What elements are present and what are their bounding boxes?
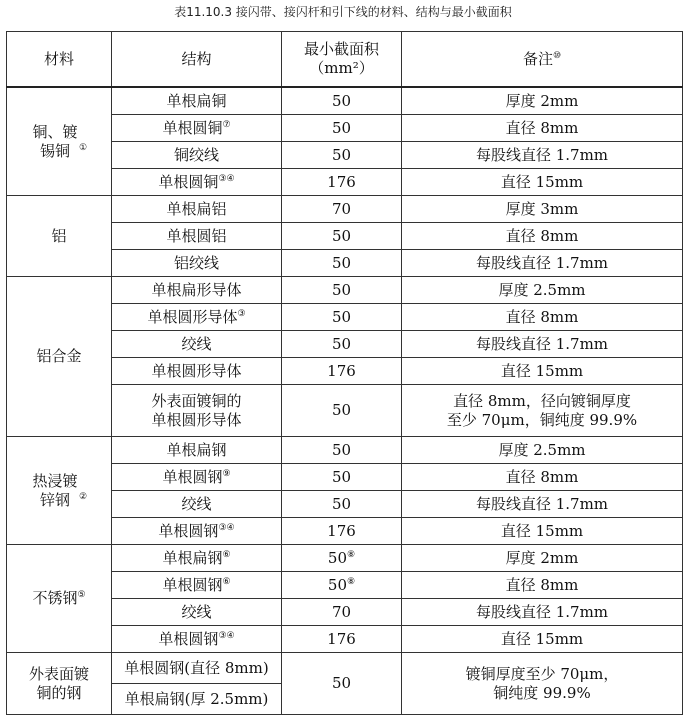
cell-text: 50	[327, 575, 347, 594]
cell-text: 绞线	[181, 494, 212, 513]
structure-cell	[112, 142, 282, 169]
cell-text: 单根圆形导体	[147, 307, 238, 326]
notes-cell	[402, 599, 683, 626]
structure-cell	[112, 358, 282, 385]
notes-cell	[402, 223, 683, 250]
structure-cell	[112, 491, 282, 518]
notes-cell	[402, 653, 683, 715]
notes-cell	[402, 572, 683, 599]
area-cell	[282, 518, 402, 545]
structure-cell	[112, 653, 282, 684]
cell-text: 单根扁铜	[166, 91, 227, 110]
cell-text: 176	[327, 361, 356, 380]
notes-cell	[402, 437, 683, 464]
area-cell	[282, 115, 402, 142]
material-footnote: ①	[78, 142, 88, 153]
structure-cell	[112, 223, 282, 250]
area-cell	[282, 223, 402, 250]
area-cell	[282, 331, 402, 358]
structure-cell	[112, 331, 282, 358]
notes-cell	[402, 491, 683, 518]
area-cell	[282, 277, 402, 304]
notes-cell	[402, 358, 683, 385]
area-cell	[282, 196, 402, 223]
cell-text: 50	[331, 307, 352, 326]
notes-text: 每股线直径 1.7mm	[475, 494, 609, 513]
table-row	[7, 196, 683, 223]
cell-text: 单根扁铝	[166, 199, 227, 218]
notes-text: 直径 8mm	[505, 575, 579, 594]
material-cell	[7, 196, 112, 277]
notes-cell	[402, 277, 683, 304]
notes-cell	[402, 87, 683, 115]
cell-text: 50	[331, 334, 352, 353]
notes-text: 直径 8mm	[505, 226, 579, 245]
notes-cell	[402, 250, 683, 277]
notes-text: 直径 8mm，径向镀铜厚度 至少 70μm，铜纯度 99.9%	[446, 391, 638, 429]
cell-text: 176	[327, 172, 356, 191]
structure-cell	[112, 250, 282, 277]
cell-text: 50	[327, 548, 347, 567]
structure-cell	[112, 196, 282, 223]
notes-text: 厚度 2mm	[505, 548, 579, 567]
structure-footnote: ③	[237, 308, 246, 319]
material-cell	[7, 545, 112, 653]
cell-text: 50	[331, 440, 352, 459]
structure-footnote: ③④	[218, 630, 235, 641]
structure-footnote: ⑨	[222, 468, 231, 479]
notes-text: 镀铜厚度至少 70μm， 铜纯度 99.9%	[465, 664, 619, 702]
header-structure: 结构	[112, 32, 282, 88]
structure-cell	[112, 545, 282, 572]
structure-cell	[112, 599, 282, 626]
structure-footnote: ③④	[218, 173, 235, 184]
table-row	[7, 277, 683, 304]
header-material: 材料	[7, 32, 112, 88]
cell-text: 单根圆钢	[162, 467, 223, 486]
cell-text: 不锈钢	[32, 589, 78, 607]
notes-text: 每股线直径 1.7mm	[475, 334, 609, 353]
cell-text: 单根扁钢(厚 2.5mm)	[124, 689, 269, 708]
material-footnote: ⑤	[77, 590, 86, 600]
material-cell	[7, 653, 112, 715]
notes-text: 直径 15mm	[500, 629, 584, 648]
area-cell	[282, 169, 402, 196]
table-row	[7, 87, 683, 115]
area-cell	[282, 304, 402, 331]
cell-text: 单根扁形导体	[151, 280, 242, 299]
notes-text: 直径 15mm	[500, 521, 584, 540]
notes-text: 直径 8mm	[505, 467, 579, 486]
cell-text: 铜、镀锡铜	[32, 122, 78, 160]
cell-text: 单根圆铜	[158, 172, 219, 191]
cell-text: 50	[331, 91, 352, 110]
notes-cell	[402, 169, 683, 196]
area-cell	[282, 491, 402, 518]
cell-text: 70	[331, 602, 352, 621]
structure-cell	[112, 304, 282, 331]
cell-text: 单根圆钢(直径 8mm)	[124, 658, 269, 677]
cell-text: 50	[331, 226, 352, 245]
cell-text: 铜绞线	[173, 145, 219, 164]
structure-cell	[112, 87, 282, 115]
cell-text: 50	[331, 145, 352, 164]
material-cell	[7, 277, 112, 437]
notes-text: 直径 8mm	[505, 307, 579, 326]
table-row	[7, 545, 683, 572]
area-cell	[282, 142, 402, 169]
cell-text: 50	[331, 280, 352, 299]
structure-cell	[112, 626, 282, 653]
notes-text: 厚度 2mm	[505, 91, 579, 110]
cell-text: 铝合金	[36, 347, 82, 365]
header-row	[7, 32, 683, 88]
notes-cell	[402, 196, 683, 223]
table-caption: 表11.10.3 接闪带、接闪杆和引下线的材料、结构与最小截面积	[174, 5, 512, 19]
table-row	[7, 653, 683, 684]
structure-cell	[112, 115, 282, 142]
notes-text: 厚度 2.5mm	[498, 280, 586, 299]
cell-text: 50	[331, 467, 352, 486]
cell-text: 50	[331, 253, 352, 272]
structure-cell	[112, 385, 282, 437]
notes-text: 每股线直径 1.7mm	[475, 145, 609, 164]
cell-text: 单根圆钢	[162, 575, 223, 594]
notes-cell	[402, 304, 683, 331]
header-notes	[402, 32, 683, 88]
structure-cell	[112, 437, 282, 464]
area-cell	[282, 385, 402, 437]
notes-text: 每股线直径 1.7mm	[475, 602, 609, 621]
structure-footnote: ③④	[218, 522, 235, 533]
area-cell	[282, 626, 402, 653]
area-footnote: ⑧	[347, 576, 356, 587]
material-footnote: ②	[78, 491, 88, 502]
material-cell	[7, 87, 112, 196]
structure-cell	[112, 464, 282, 491]
cell-text: 单根圆钢	[158, 521, 219, 540]
material-cell	[7, 437, 112, 545]
cell-text: 单根圆铝	[166, 226, 227, 245]
cell-text: 铝	[51, 226, 67, 245]
cell-text: 单根扁钢	[162, 548, 223, 567]
cell-text: 176	[327, 521, 356, 540]
cell-text: 176	[327, 629, 356, 648]
cell-text: 外表面镀铜的钢	[28, 664, 89, 702]
structure-cell	[112, 572, 282, 599]
materials-table	[6, 31, 683, 715]
cell-text: 单根圆形导体	[151, 361, 242, 380]
notes-text: 厚度 3mm	[505, 199, 579, 218]
area-cell	[282, 358, 402, 385]
structure-cell	[112, 277, 282, 304]
cell-text: 50	[331, 401, 352, 419]
notes-cell	[402, 142, 683, 169]
header-area-label: 最小截面积	[303, 40, 379, 58]
structure-footnote: ⑦	[222, 119, 231, 130]
cell-text: 50	[331, 118, 352, 137]
area-cell	[282, 437, 402, 464]
cell-text: 单根圆钢	[158, 629, 219, 648]
notes-text: 直径 8mm	[505, 118, 579, 137]
header-notes-footnote: ⑩	[552, 50, 562, 61]
notes-cell	[402, 464, 683, 491]
cell-text: 70	[331, 199, 352, 218]
notes-text: 直径 15mm	[500, 172, 584, 191]
cell-text: 绞线	[181, 334, 212, 353]
area-cell	[282, 250, 402, 277]
area-cell	[282, 464, 402, 491]
notes-cell	[402, 385, 683, 437]
notes-text: 厚度 2.5mm	[498, 440, 586, 459]
area-cell	[282, 572, 402, 599]
header-area	[282, 32, 402, 88]
area-cell	[282, 599, 402, 626]
structure-footnote: ⑥	[222, 549, 231, 560]
notes-cell	[402, 626, 683, 653]
cell-text: 铝绞线	[173, 253, 219, 272]
notes-cell	[402, 331, 683, 358]
cell-text: 单根扁钢	[166, 440, 227, 459]
header-area-unit: （mm²）	[309, 59, 374, 77]
area-cell	[282, 87, 402, 115]
cell-text: 热浸镀锌钢	[32, 471, 78, 509]
structure-cell	[112, 518, 282, 545]
structure-footnote: ⑥	[222, 576, 231, 587]
notes-text: 直径 15mm	[500, 361, 584, 380]
notes-cell	[402, 115, 683, 142]
area-cell	[282, 653, 402, 715]
cell-text: 绞线	[181, 602, 212, 621]
cell-text: 外表面镀铜的 单根圆形导体	[151, 391, 242, 429]
structure-cell	[112, 684, 282, 715]
cell-text: 单根圆铜	[162, 118, 223, 137]
structure-cell	[112, 169, 282, 196]
cell-text: 50	[331, 494, 352, 513]
notes-cell	[402, 545, 683, 572]
notes-cell	[402, 518, 683, 545]
area-text: 50	[331, 674, 352, 692]
area-footnote: ⑧	[347, 549, 356, 560]
area-cell	[282, 545, 402, 572]
header-notes-label: 备注	[522, 49, 553, 68]
notes-text: 每股线直径 1.7mm	[475, 253, 609, 272]
table-row	[7, 437, 683, 464]
